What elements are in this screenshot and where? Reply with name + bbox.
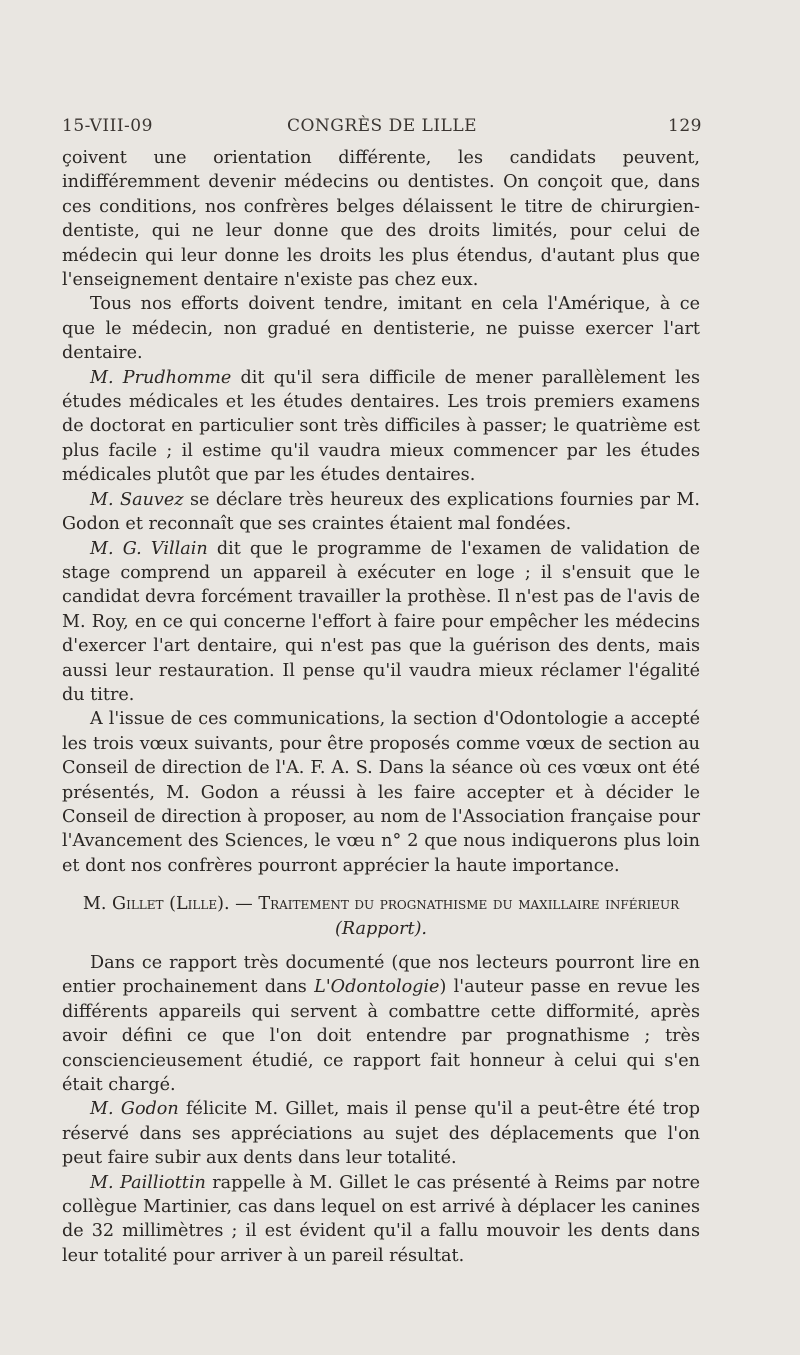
paragraph: Dans ce rapport très documenté (que nos lecteurs pourront lire en entier prochainement dans L'Odontologie) l'auteur passe en revue les différents appareils qui servent à combattre cette difformité, après avoir défini ce que l'on doit entendre par prognathisme ; très consciencieusement étudié, ce rapport fait honneur à celui qui s'en était chargé. xyxy=(62,953,700,1096)
speaker-name: M. Godon xyxy=(90,1099,179,1120)
talk-title: Traitement du prognathisme du maxillaire inférieur xyxy=(258,894,680,915)
section-gap xyxy=(62,878,700,892)
speaker-name: M. Pailliottin xyxy=(90,1172,206,1193)
paragraph: M. G. Villain dit que le programme de l'examen de validation de stage comprend un appareil à exécuter en loge ; il s'ensuit que le candidat devra forcément travailler la prothèse. Il n'est pas de l'avis de M. Roy, en ce qui concerne l'effort à faire pour empêcher les médecins d'exercer l'art dentaire, qui n'est pas que la guérison des dents, mais aussi leur restauration. Il pense qu'il vaudra mieux réclamer l'égalité du titre. xyxy=(62,538,700,705)
body-text xyxy=(62,146,700,1268)
talk-author: M. Gillet (Lille). xyxy=(82,894,230,915)
paragraph: M. Godon félicite M. Gillet, mais il pense qu'il a peut-être été trop réservé dans ses appréciations au sujet des déplacements que l'on peut faire subir aux dents dans leur totalité. xyxy=(62,1099,700,1169)
header-date: 15-VIII-09 xyxy=(62,116,153,136)
talk-note: (Rapport). xyxy=(334,918,428,939)
talk-heading: M. Gillet (Lille). — Traitement du prognathisme du maxillaire inférieur (Rapport). xyxy=(82,894,680,939)
paragraph: Tous nos efforts doivent tendre, imitant en cela l'Amérique, à ce que le médecin, non gradué en dentisterie, ne puisse exercer l'art dentaire. xyxy=(62,294,700,364)
page-number: 129 xyxy=(668,116,702,136)
running-header xyxy=(62,116,702,140)
paragraph: çoivent une orientation différente, les candidats peuvent, indifféremment devenir médecins ou dentistes. On conçoit que, dans ces conditions, nos confrères belges délaissent le titre de chirurgien-dentiste, qui ne leur donne que des droits limités, pour celui de médecin qui leur donne les droits les plus étendus, d'autant plus que l'enseignement dentaire n'existe pas chez eux. xyxy=(62,148,700,291)
paragraph: M. Pailliottin rappelle à M. Gillet le cas présenté à Reims par notre collègue Martinier, cas dans lequel on est arrivé à déplacer les canines de 32 millimètres ; il est évident qu'il a fallu mouvoir les dents dans leur totalité pour arriver à un pareil résultat. xyxy=(62,1172,700,1266)
speaker-name: M. Sauvez xyxy=(90,489,184,510)
paragraph: M. Prudhomme dit qu'il sera difficile de mener parallèlement les études médicales et les études dentaires. Les trois premiers examens de doctorat en particulier sont très difficiles à passer; le quatrième est plus facile ; il estime qu'il vaudra mieux commencer par les études médicales plutôt que par les études dentaires. xyxy=(62,367,701,486)
paragraph: M. Sauvez se déclare très heureux des explications fournies par M. Godon et reconnaît que ses craintes étaient mal fondées. xyxy=(62,489,700,535)
journal-title: L'Odontologie xyxy=(314,977,440,998)
header-title: CONGRÈS DE LILLE xyxy=(286,116,478,136)
speaker-name: M. Prudhomme xyxy=(90,367,232,388)
speaker-name: M. G. Villain xyxy=(90,538,208,559)
paragraph: A l'issue de ces communications, la section d'Odontologie a accepté les trois vœux suivants, pour être proposés comme vœux de section au Conseil de direction de l'A. F. A. S. Dans la séance où ces vœux ont été présentés, M. Godon a réussi à les faire accepter et à décider le Conseil de direction à proposer, au nom de l'Association française pour l'Avancement des Sciences, le vœu n° 2 que nous indiquerons plus loin et dont nos confrères pourront apprécier la haute importance. xyxy=(62,709,700,876)
